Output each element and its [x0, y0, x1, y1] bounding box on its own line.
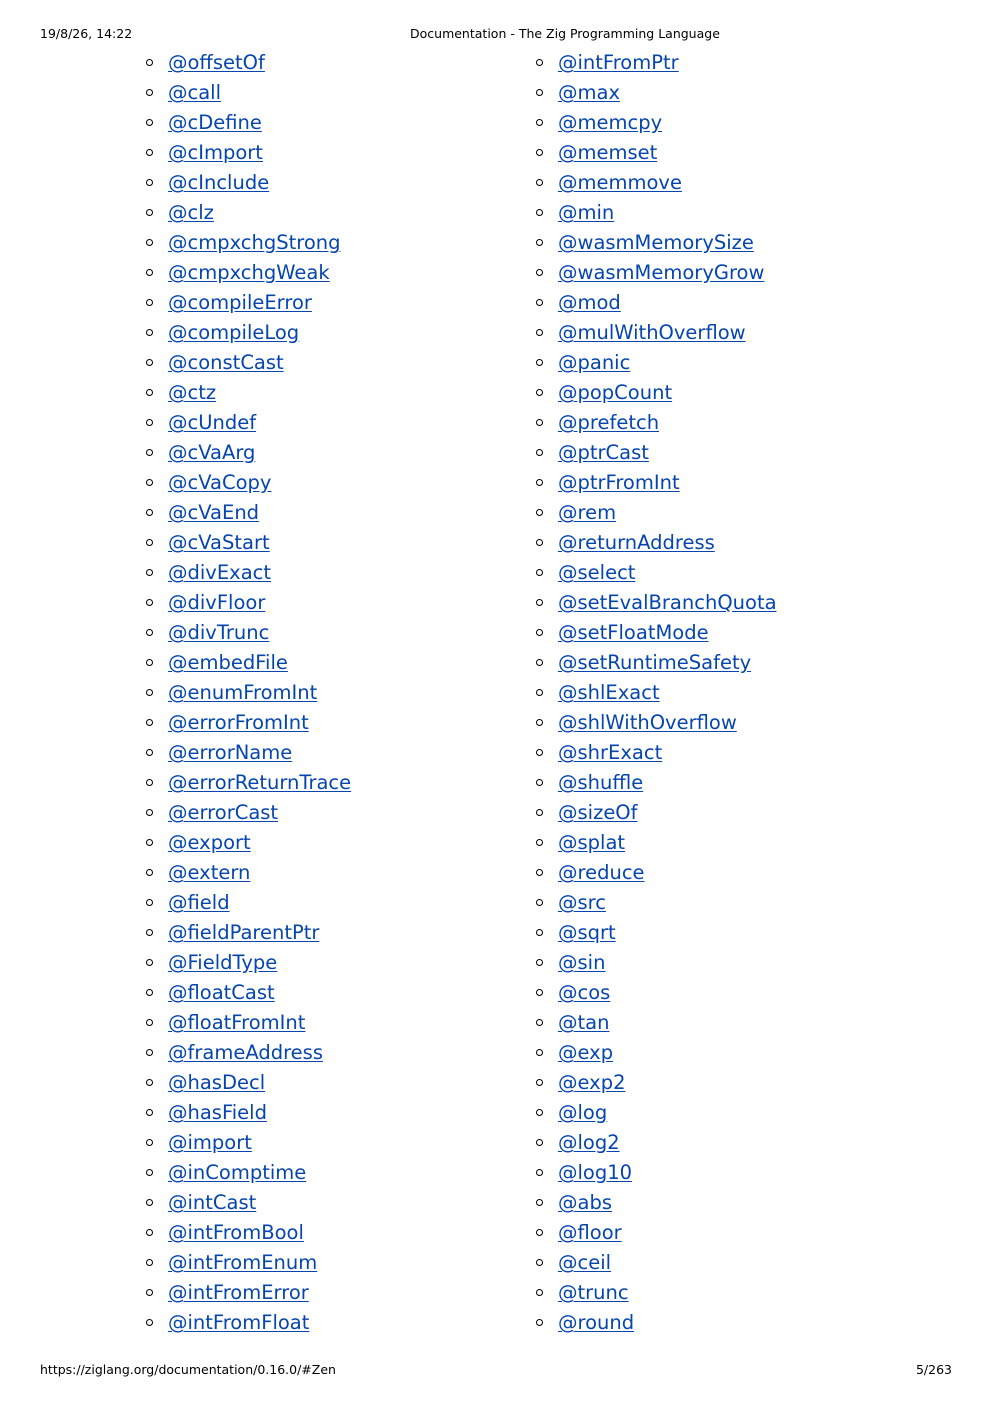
toc-list-item — [146, 1308, 351, 1338]
toc-list-item — [146, 258, 351, 288]
toc-list-item — [536, 1038, 777, 1068]
toc-link[interactable]: @trunc — [558, 1281, 629, 1304]
toc-link[interactable]: @hasField — [168, 1101, 267, 1124]
toc-list-item — [146, 438, 351, 468]
circle-bullet-icon — [146, 329, 153, 336]
circle-bullet-icon — [146, 1289, 153, 1296]
circle-bullet-icon — [536, 269, 543, 276]
toc-list-item — [536, 678, 777, 708]
toc-link[interactable]: @errorReturnTrace — [168, 771, 352, 794]
circle-bullet-icon — [146, 419, 153, 426]
toc-link[interactable]: @frameAddress — [168, 1041, 323, 1064]
toc-list-item — [146, 618, 351, 648]
circle-bullet-icon — [146, 509, 153, 516]
circle-bullet-icon — [146, 659, 153, 666]
toc-list-item — [146, 828, 351, 858]
toc-list-item — [146, 558, 351, 588]
circle-bullet-icon — [536, 989, 543, 996]
toc-link[interactable]: @enumFromInt — [168, 681, 318, 704]
toc-link[interactable]: @setEvalBranchQuota — [558, 591, 777, 614]
circle-bullet-icon — [536, 1319, 543, 1326]
toc-list-item — [536, 468, 777, 498]
toc-link[interactable]: @export — [168, 831, 251, 854]
circle-bullet-icon — [146, 1199, 153, 1206]
toc-list-item — [536, 948, 777, 978]
toc-link[interactable]: @FieldType — [168, 951, 278, 974]
toc-link[interactable]: @shuffle — [558, 771, 644, 794]
toc-list-item — [536, 618, 777, 648]
circle-bullet-icon — [146, 569, 153, 576]
toc-list-item — [146, 1218, 351, 1248]
circle-bullet-icon — [536, 749, 543, 756]
circle-bullet-icon — [146, 1139, 153, 1146]
circle-bullet-icon — [146, 239, 153, 246]
toc-list-item — [536, 318, 777, 348]
toc-list-item — [146, 1128, 351, 1158]
circle-bullet-icon — [536, 119, 543, 126]
toc-link[interactable]: @intFromPtr — [558, 51, 679, 74]
toc-list-item — [536, 918, 777, 948]
circle-bullet-icon — [536, 239, 543, 246]
toc-list-item — [146, 288, 351, 318]
toc-link[interactable]: @log2 — [558, 1131, 620, 1154]
toc-list-item — [146, 378, 351, 408]
toc-link[interactable]: @wasmMemorySize — [558, 231, 754, 254]
toc-link[interactable]: @round — [558, 1311, 635, 1334]
toc-link[interactable]: @returnAddress — [558, 531, 715, 554]
circle-bullet-icon — [536, 779, 543, 786]
circle-bullet-icon — [146, 689, 153, 696]
circle-bullet-icon — [146, 89, 153, 96]
toc-link[interactable]: @field — [168, 891, 230, 914]
toc-link[interactable]: @sizeOf — [558, 801, 638, 824]
toc-link[interactable]: @fieldParentPtr — [168, 921, 320, 944]
toc-link[interactable]: @splat — [558, 831, 626, 854]
toc-link[interactable]: @cUndef — [168, 411, 257, 434]
toc-list-item — [146, 1098, 351, 1128]
toc-list-item — [146, 1068, 351, 1098]
circle-bullet-icon — [536, 389, 543, 396]
toc-list-item — [536, 888, 777, 918]
toc-link[interactable]: @offsetOf — [168, 51, 265, 74]
toc-list-item — [536, 738, 777, 768]
circle-bullet-icon — [146, 209, 153, 216]
toc-link[interactable]: @clz — [168, 201, 214, 224]
toc-list-item — [536, 858, 777, 888]
page-title: Documentation - The Zig Programming Language — [410, 26, 720, 41]
toc-list-item — [146, 1248, 351, 1278]
toc-link[interactable]: @memset — [558, 141, 658, 164]
toc-list-item — [536, 1248, 777, 1278]
circle-bullet-icon — [146, 599, 153, 606]
toc-link[interactable]: @popCount — [558, 381, 673, 404]
circle-bullet-icon — [536, 419, 543, 426]
toc-list-item — [536, 1218, 777, 1248]
toc-link[interactable]: @divExact — [168, 561, 272, 584]
circle-bullet-icon — [536, 1109, 543, 1116]
toc-list-item — [536, 258, 777, 288]
toc-list-item — [146, 648, 351, 678]
toc-list-item — [536, 438, 777, 468]
toc-list-item — [536, 978, 777, 1008]
toc-list-item — [536, 498, 777, 528]
toc-link[interactable]: @floatCast — [168, 981, 275, 1004]
toc-list-item — [146, 1008, 351, 1038]
toc-list-item — [146, 48, 351, 78]
toc-link[interactable]: @cImport — [168, 141, 263, 164]
toc-list-item — [146, 678, 351, 708]
toc-link[interactable]: @intFromError — [168, 1281, 309, 1304]
circle-bullet-icon — [536, 689, 543, 696]
circle-bullet-icon — [146, 539, 153, 546]
toc-list-item — [536, 588, 777, 618]
toc-list-item — [536, 648, 777, 678]
circle-bullet-icon — [536, 899, 543, 906]
toc-list-item — [536, 1278, 777, 1308]
circle-bullet-icon — [536, 959, 543, 966]
circle-bullet-icon — [536, 869, 543, 876]
toc-list-item — [146, 1158, 351, 1188]
toc-link[interactable]: @compileLog — [168, 321, 300, 344]
toc-list-item — [536, 828, 777, 858]
toc-list-item — [536, 228, 777, 258]
toc-link[interactable]: @cos — [558, 981, 611, 1004]
circle-bullet-icon — [146, 479, 153, 486]
toc-link[interactable]: @min — [558, 201, 615, 224]
circle-bullet-icon — [536, 1199, 543, 1206]
toc-link[interactable]: @ctz — [168, 381, 217, 404]
circle-bullet-icon — [536, 839, 543, 846]
circle-bullet-icon — [146, 809, 153, 816]
toc-list-item — [146, 708, 351, 738]
toc-link[interactable]: @max — [558, 81, 620, 104]
toc-list-item — [536, 1008, 777, 1038]
circle-bullet-icon — [146, 359, 153, 366]
circle-bullet-icon — [536, 1169, 543, 1176]
circle-bullet-icon — [536, 1139, 543, 1146]
toc-link[interactable]: @shlExact — [558, 681, 660, 704]
circle-bullet-icon — [146, 869, 153, 876]
toc-link[interactable]: @cmpxchgWeak — [168, 261, 330, 284]
toc-link[interactable]: @select — [558, 561, 636, 584]
circle-bullet-icon — [146, 119, 153, 126]
toc-list-item — [146, 78, 351, 108]
toc-list-item — [146, 918, 351, 948]
toc-link[interactable]: @intCast — [168, 1191, 257, 1214]
circle-bullet-icon — [146, 449, 153, 456]
circle-bullet-icon — [536, 599, 543, 606]
toc-link[interactable]: @constCast — [168, 351, 284, 374]
toc-link[interactable]: @sin — [558, 951, 606, 974]
toc-list-left — [146, 48, 351, 1338]
toc-list-item — [146, 948, 351, 978]
toc-list-item — [536, 768, 777, 798]
circle-bullet-icon — [536, 449, 543, 456]
toc-list-item — [146, 318, 351, 348]
circle-bullet-icon — [146, 929, 153, 936]
circle-bullet-icon — [146, 269, 153, 276]
toc-list-item — [146, 198, 351, 228]
toc-link[interactable]: @prefetch — [558, 411, 660, 434]
circle-bullet-icon — [146, 1259, 153, 1266]
page-number: 5/263 — [915, 1362, 952, 1377]
toc-list-item — [536, 198, 777, 228]
circle-bullet-icon — [146, 779, 153, 786]
toc-link[interactable]: @embedFile — [168, 651, 288, 674]
toc-list-item — [536, 708, 777, 738]
toc-list-item — [536, 48, 777, 78]
toc-link[interactable]: @cVaEnd — [168, 501, 260, 524]
toc-list-item — [536, 168, 777, 198]
toc-link[interactable]: @errorCast — [168, 801, 279, 824]
toc-link[interactable]: @cVaArg — [168, 441, 256, 464]
toc-link[interactable]: @intFromEnum — [168, 1251, 318, 1274]
toc-link[interactable]: @divTrunc — [168, 621, 270, 644]
toc-link[interactable]: @errorFromInt — [168, 711, 309, 734]
circle-bullet-icon — [536, 509, 543, 516]
toc-list-item — [536, 78, 777, 108]
circle-bullet-icon — [146, 299, 153, 306]
toc-link[interactable]: @tan — [558, 1011, 610, 1034]
toc-list-item — [536, 408, 777, 438]
circle-bullet-icon — [536, 659, 543, 666]
circle-bullet-icon — [536, 59, 543, 66]
toc-list-item — [536, 558, 777, 588]
toc-list-item — [146, 468, 351, 498]
toc-link[interactable]: @divFloor — [168, 591, 266, 614]
toc-link[interactable]: @floatFromInt — [168, 1011, 306, 1034]
toc-link[interactable]: @log10 — [558, 1161, 633, 1184]
circle-bullet-icon — [536, 1259, 543, 1266]
circle-bullet-icon — [146, 899, 153, 906]
toc-list-item — [536, 288, 777, 318]
circle-bullet-icon — [536, 299, 543, 306]
toc-list-item — [536, 1098, 777, 1128]
toc-link[interactable]: @setFloatMode — [558, 621, 709, 644]
toc-list-item — [146, 408, 351, 438]
circle-bullet-icon — [536, 1079, 543, 1086]
toc-list-item — [146, 588, 351, 618]
print-footer — [40, 1362, 952, 1378]
circle-bullet-icon — [146, 629, 153, 636]
toc-list-item — [146, 1188, 351, 1218]
circle-bullet-icon — [146, 179, 153, 186]
toc-list-item — [536, 1158, 777, 1188]
toc-link[interactable]: @hasDecl — [168, 1071, 266, 1094]
circle-bullet-icon — [536, 539, 543, 546]
circle-bullet-icon — [536, 1289, 543, 1296]
circle-bullet-icon — [146, 1319, 153, 1326]
circle-bullet-icon — [536, 929, 543, 936]
circle-bullet-icon — [536, 1229, 543, 1236]
toc-list-item — [536, 798, 777, 828]
toc-list-item — [146, 498, 351, 528]
circle-bullet-icon — [536, 89, 543, 96]
circle-bullet-icon — [146, 749, 153, 756]
toc-link[interactable]: @extern — [168, 861, 251, 884]
circle-bullet-icon — [146, 959, 153, 966]
toc-link[interactable]: @exp — [558, 1041, 614, 1064]
toc-link[interactable]: @cVaStart — [168, 531, 270, 554]
toc-link[interactable]: @cVaCopy — [168, 471, 272, 494]
circle-bullet-icon — [146, 1109, 153, 1116]
circle-bullet-icon — [146, 839, 153, 846]
circle-bullet-icon — [536, 809, 543, 816]
toc-link[interactable]: @exp2 — [558, 1071, 626, 1094]
circle-bullet-icon — [536, 329, 543, 336]
toc-link[interactable]: @compileError — [168, 291, 312, 314]
circle-bullet-icon — [536, 629, 543, 636]
circle-bullet-icon — [146, 719, 153, 726]
toc-link[interactable]: @call — [168, 81, 222, 104]
circle-bullet-icon — [536, 1049, 543, 1056]
toc-list-item — [536, 378, 777, 408]
toc-list-item — [146, 888, 351, 918]
toc-list-item — [536, 528, 777, 558]
toc-link[interactable]: @inComptime — [168, 1161, 307, 1184]
toc-link[interactable]: @setRuntimeSafety — [558, 651, 752, 674]
circle-bullet-icon — [146, 989, 153, 996]
circle-bullet-icon — [146, 1079, 153, 1086]
toc-list-item — [536, 108, 777, 138]
print-datetime: 19/8/26, 14:22 — [40, 26, 133, 41]
circle-bullet-icon — [146, 1229, 153, 1236]
circle-bullet-icon — [536, 179, 543, 186]
toc-list-item — [536, 138, 777, 168]
toc-list-item — [146, 168, 351, 198]
toc-link[interactable]: @cDefine — [168, 111, 262, 134]
toc-link[interactable]: @ptrCast — [558, 441, 649, 464]
toc-link[interactable]: @log — [558, 1101, 608, 1124]
toc-list-item — [146, 1278, 351, 1308]
toc-list-item — [146, 738, 351, 768]
toc-list-right — [536, 48, 777, 1338]
toc-link[interactable]: @cmpxchgStrong — [168, 231, 341, 254]
toc-link[interactable]: @mulWithOverflow — [558, 321, 746, 344]
toc-link[interactable]: @rem — [558, 501, 617, 524]
toc-list-item — [536, 348, 777, 378]
toc-list-item — [146, 978, 351, 1008]
circle-bullet-icon — [536, 359, 543, 366]
toc-link[interactable]: @floor — [558, 1221, 622, 1244]
toc-list-item — [536, 1308, 777, 1338]
circle-bullet-icon — [146, 149, 153, 156]
toc-list-item — [536, 1188, 777, 1218]
circle-bullet-icon — [536, 1019, 543, 1026]
toc-link[interactable]: @mod — [558, 291, 621, 314]
toc-link[interactable]: @ptrFromInt — [558, 471, 680, 494]
toc-link[interactable]: @errorName — [168, 741, 293, 764]
toc-list-item — [146, 138, 351, 168]
circle-bullet-icon — [146, 1049, 153, 1056]
toc-list-item — [146, 528, 351, 558]
toc-link[interactable]: @ceil — [558, 1251, 612, 1274]
circle-bullet-icon — [146, 1019, 153, 1026]
page-url: https://ziglang.org/documentation/0.16.0/#Zen — [40, 1362, 336, 1377]
toc-link[interactable]: @memmove — [558, 171, 682, 194]
toc-list-item — [536, 1068, 777, 1098]
circle-bullet-icon — [146, 389, 153, 396]
toc-link[interactable]: @import — [168, 1131, 252, 1154]
circle-bullet-icon — [536, 209, 543, 216]
circle-bullet-icon — [536, 569, 543, 576]
toc-list-item — [146, 228, 351, 258]
toc-list-item — [146, 798, 351, 828]
toc-link[interactable]: @src — [558, 891, 606, 914]
toc-link[interactable]: @reduce — [558, 861, 645, 884]
circle-bullet-icon — [146, 59, 153, 66]
toc-list-item — [146, 768, 351, 798]
toc-link[interactable]: @sqrt — [558, 921, 616, 944]
toc-link[interactable]: @intFromFloat — [168, 1311, 310, 1334]
circle-bullet-icon — [536, 719, 543, 726]
toc-link[interactable]: @intFromBool — [168, 1221, 304, 1244]
toc-link[interactable]: @shlWithOverflow — [558, 711, 737, 734]
print-header — [40, 26, 952, 42]
toc-link[interactable]: @abs — [558, 1191, 612, 1214]
toc-list-item — [146, 108, 351, 138]
circle-bullet-icon — [536, 149, 543, 156]
circle-bullet-icon — [536, 479, 543, 486]
circle-bullet-icon — [146, 1169, 153, 1176]
toc-list-item — [146, 348, 351, 378]
toc-link[interactable]: @panic — [558, 351, 631, 374]
toc-link[interactable]: @cInclude — [168, 171, 270, 194]
toc-list-item — [536, 1128, 777, 1158]
toc-list-item — [146, 858, 351, 888]
toc-link[interactable]: @memcpy — [558, 111, 663, 134]
toc-link[interactable]: @wasmMemoryGrow — [558, 261, 765, 284]
toc-link[interactable]: @shrExact — [558, 741, 663, 764]
toc-list-item — [146, 1038, 351, 1068]
